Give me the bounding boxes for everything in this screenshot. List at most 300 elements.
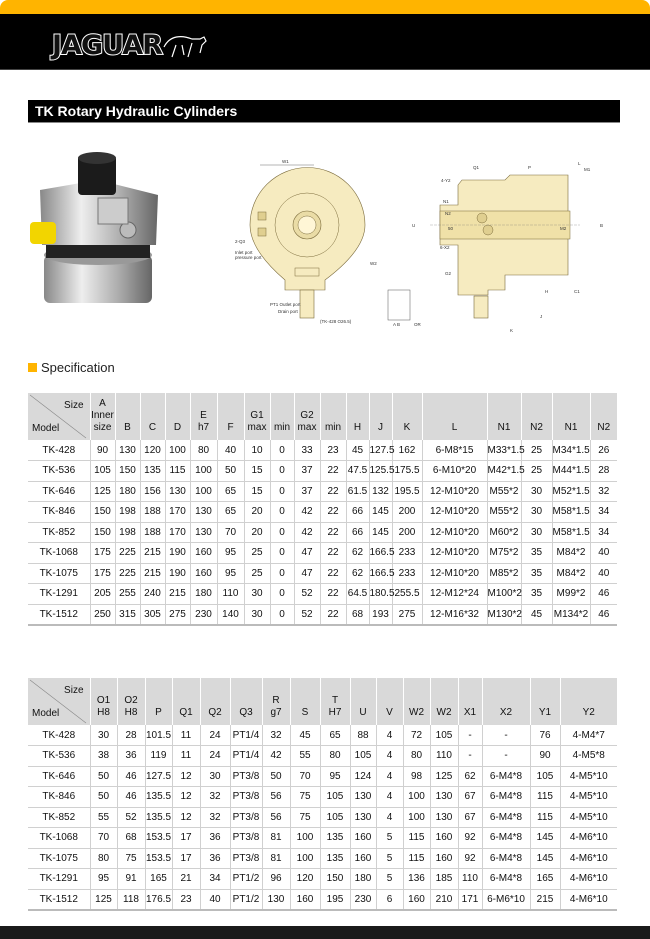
- value-cell: 32: [200, 807, 230, 828]
- column-header-text: Y1: [538, 707, 552, 718]
- value-cell: 34: [200, 869, 230, 890]
- value-cell: 166.5: [369, 563, 392, 584]
- value-cell: 160: [430, 848, 458, 869]
- value-cell: 150: [115, 461, 140, 482]
- column-header-text: O2: [124, 695, 138, 706]
- corner-model-label: Model: [32, 423, 60, 434]
- value-cell: 145: [530, 828, 560, 849]
- value-cell: 130: [430, 787, 458, 808]
- value-cell: 98: [403, 766, 430, 787]
- table-row: [28, 807, 617, 828]
- label-2-q3: 2-Q3: [235, 239, 246, 244]
- value-cell: 110: [458, 869, 482, 890]
- value-cell: PT3/8: [230, 766, 262, 787]
- value-cell: 230: [190, 604, 217, 625]
- table-row: [28, 461, 617, 482]
- value-cell: 15: [244, 481, 270, 502]
- column-header-text: W2: [436, 707, 452, 718]
- value-cell: 11: [172, 725, 200, 746]
- model-cell: TK-428: [28, 725, 90, 746]
- value-cell: 250: [90, 604, 115, 625]
- side-view-drawing: [400, 150, 620, 340]
- value-cell: -: [458, 725, 482, 746]
- value-cell: 136: [403, 869, 430, 890]
- value-cell: M85*2: [487, 563, 521, 584]
- value-cell: 23: [172, 889, 200, 910]
- value-cell: 4-M6*10: [560, 889, 617, 910]
- label-outlet-port: PT1 Outlet port: [270, 302, 301, 307]
- label-q1: Q1: [473, 165, 480, 170]
- table-row: [28, 563, 617, 584]
- value-cell: 176.5: [145, 889, 172, 910]
- value-cell: 88: [350, 725, 376, 746]
- value-cell: 225: [115, 543, 140, 564]
- value-cell: 45: [521, 604, 552, 625]
- value-cell: PT3/8: [230, 828, 262, 849]
- value-cell: 22: [320, 584, 346, 605]
- top-accent-bar: [0, 0, 650, 15]
- value-cell: 67: [458, 807, 482, 828]
- header-corner-cell: [28, 678, 90, 725]
- value-cell: 76: [530, 725, 560, 746]
- value-cell: 170: [165, 502, 190, 523]
- value-cell: 70: [290, 766, 320, 787]
- column-header: [145, 678, 172, 725]
- value-cell: 124: [350, 766, 376, 787]
- column-header-text: J: [378, 422, 383, 433]
- column-header-text: N1: [564, 422, 578, 433]
- value-cell: 0: [270, 543, 294, 564]
- column-header-text: L: [451, 422, 458, 433]
- label-u: U: [412, 223, 416, 228]
- value-cell: 68: [346, 604, 369, 625]
- value-cell: 5: [376, 848, 403, 869]
- value-cell: 32: [590, 481, 617, 502]
- column-header: [346, 393, 369, 440]
- value-cell: 95: [90, 869, 117, 890]
- value-cell: 30: [90, 725, 117, 746]
- product-photo: [28, 150, 168, 310]
- value-cell: 52: [117, 807, 145, 828]
- value-cell: 130: [262, 889, 290, 910]
- value-cell: 75: [290, 787, 320, 808]
- value-cell: 35: [521, 543, 552, 564]
- value-cell: 22: [320, 563, 346, 584]
- column-header-text: Q3: [239, 707, 253, 718]
- value-cell: 25: [521, 461, 552, 482]
- value-cell: 125.5: [369, 461, 392, 482]
- value-cell: 0: [270, 522, 294, 543]
- value-cell: 80: [90, 848, 117, 869]
- label-b: B: [600, 223, 604, 228]
- model-cell: TK-1068: [28, 828, 90, 849]
- table-row: [28, 766, 617, 787]
- value-cell: 37: [294, 481, 320, 502]
- value-cell: 195.5: [392, 481, 422, 502]
- value-cell: 96: [262, 869, 290, 890]
- column-header: [422, 393, 487, 440]
- value-cell: 40: [200, 889, 230, 910]
- value-cell: 4-M6*10: [560, 848, 617, 869]
- value-cell: 150: [90, 522, 115, 543]
- label-m1: M1: [584, 167, 591, 172]
- column-header: [482, 678, 530, 725]
- value-cell: 40: [217, 440, 244, 461]
- value-cell: PT3/8: [230, 787, 262, 808]
- value-cell: 6-M4*8: [482, 787, 530, 808]
- column-header-text: min: [324, 422, 342, 433]
- value-cell: 0: [270, 440, 294, 461]
- bullet-square-icon: [28, 363, 37, 372]
- value-cell: 110: [430, 746, 458, 767]
- value-cell: 6-M6*10: [482, 889, 530, 910]
- value-cell: 5: [376, 869, 403, 890]
- value-cell: 24: [200, 725, 230, 746]
- value-cell: 6-M4*8: [482, 848, 530, 869]
- column-header-text: X1: [463, 707, 477, 718]
- value-cell: 105: [430, 725, 458, 746]
- column-header: [487, 393, 521, 440]
- column-header: [350, 678, 376, 725]
- value-cell: 130: [350, 787, 376, 808]
- value-cell: 193: [369, 604, 392, 625]
- value-cell: 125: [430, 766, 458, 787]
- column-header: [230, 678, 262, 725]
- value-cell: 4: [376, 746, 403, 767]
- value-cell: 180: [350, 869, 376, 890]
- value-cell: M34*1.5: [552, 440, 590, 461]
- value-cell: 171: [458, 889, 482, 910]
- value-cell: 101.5: [145, 725, 172, 746]
- value-cell: 12-M16*32: [422, 604, 487, 625]
- value-cell: 30: [200, 766, 230, 787]
- model-cell: TK-646: [28, 766, 90, 787]
- value-cell: 12-M10*20: [422, 481, 487, 502]
- section-title: Specification: [41, 360, 115, 375]
- value-cell: 130: [190, 522, 217, 543]
- value-cell: 37: [294, 461, 320, 482]
- value-cell: 210: [430, 889, 458, 910]
- value-cell: M52*1.5: [552, 481, 590, 502]
- value-cell: 160: [350, 828, 376, 849]
- value-cell: 50: [217, 461, 244, 482]
- value-cell: 162: [392, 440, 422, 461]
- value-cell: 40: [590, 543, 617, 564]
- model-cell: TK-1075: [28, 848, 90, 869]
- value-cell: 34: [590, 502, 617, 523]
- column-header: [458, 678, 482, 725]
- value-cell: 100: [403, 807, 430, 828]
- value-cell: 20: [244, 502, 270, 523]
- value-cell: 115: [530, 787, 560, 808]
- value-cell: 4: [376, 766, 403, 787]
- value-cell: 66: [346, 522, 369, 543]
- value-cell: 68: [117, 828, 145, 849]
- value-cell: 67: [458, 787, 482, 808]
- value-cell: 36: [117, 746, 145, 767]
- value-cell: 23: [320, 440, 346, 461]
- value-cell: 4-M5*10: [560, 807, 617, 828]
- value-cell: 12-M10*20: [422, 522, 487, 543]
- value-cell: 50: [90, 787, 117, 808]
- label-m2: M2: [560, 226, 567, 231]
- value-cell: 22: [320, 543, 346, 564]
- value-cell: 30: [521, 481, 552, 502]
- value-cell: 110: [217, 584, 244, 605]
- value-cell: 188: [140, 502, 165, 523]
- value-cell: 95: [217, 563, 244, 584]
- corner-size-label: Size: [64, 400, 84, 411]
- value-cell: 160: [403, 889, 430, 910]
- value-cell: 17: [172, 848, 200, 869]
- column-header: [117, 678, 145, 725]
- column-header: [403, 678, 430, 725]
- column-header-text: K: [403, 422, 411, 433]
- value-cell: 42: [294, 522, 320, 543]
- value-cell: 12: [172, 766, 200, 787]
- column-header-text: U: [359, 707, 367, 718]
- value-cell: 6-M4*8: [482, 807, 530, 828]
- value-cell: 45: [346, 440, 369, 461]
- value-cell: 12: [172, 787, 200, 808]
- value-cell: 160: [190, 563, 217, 584]
- column-header-text: R: [272, 695, 280, 706]
- label-inlet-port: Inlet port: [235, 250, 253, 255]
- value-cell: 4-M5*10: [560, 787, 617, 808]
- value-cell: 30: [521, 502, 552, 523]
- label-pressure-port: pressure port: [235, 255, 262, 260]
- column-header-text: G1: [250, 410, 264, 421]
- value-cell: 195: [320, 889, 350, 910]
- table-row: [28, 584, 617, 605]
- label-h: H: [545, 289, 549, 294]
- column-header-text: G2: [300, 410, 314, 421]
- value-cell: 4: [376, 725, 403, 746]
- column-header: [294, 393, 320, 440]
- value-cell: 127.5: [145, 766, 172, 787]
- value-cell: M100*2: [487, 584, 521, 605]
- value-cell: 125: [90, 481, 115, 502]
- column-header-text: H8: [124, 707, 138, 718]
- value-cell: 100: [290, 828, 320, 849]
- value-cell: 95: [320, 766, 350, 787]
- value-cell: 190: [165, 563, 190, 584]
- value-cell: 35: [521, 584, 552, 605]
- value-cell: 153.5: [145, 848, 172, 869]
- value-cell: 115: [530, 807, 560, 828]
- value-cell: 185: [430, 869, 458, 890]
- value-cell: 4-M5*10: [560, 766, 617, 787]
- table-row: [28, 828, 617, 849]
- value-cell: 115: [165, 461, 190, 482]
- value-cell: 10: [244, 440, 270, 461]
- value-cell: 12-M10*20: [422, 563, 487, 584]
- footer-bar: [0, 926, 650, 939]
- value-cell: M99*2: [552, 584, 590, 605]
- value-cell: 81: [262, 828, 290, 849]
- label-drain-port: Drain port: [278, 309, 298, 314]
- value-cell: 12-M10*20: [422, 502, 487, 523]
- value-cell: 80: [320, 746, 350, 767]
- model-cell: TK-852: [28, 807, 90, 828]
- value-cell: 100: [165, 440, 190, 461]
- table-row: [28, 604, 617, 625]
- value-cell: 0: [270, 584, 294, 605]
- value-cell: 165: [530, 869, 560, 890]
- column-header: [90, 393, 115, 440]
- value-cell: 200: [392, 502, 422, 523]
- value-cell: 24: [200, 746, 230, 767]
- value-cell: 65: [320, 725, 350, 746]
- model-cell: TK-1291: [28, 584, 90, 605]
- value-cell: 119: [145, 746, 172, 767]
- value-cell: 30: [244, 584, 270, 605]
- model-cell: TK-428: [28, 440, 90, 461]
- value-cell: 233: [392, 563, 422, 584]
- value-cell: 61.5: [346, 481, 369, 502]
- value-cell: 92: [458, 848, 482, 869]
- value-cell: 145: [530, 848, 560, 869]
- model-cell: TK-1075: [28, 563, 90, 584]
- value-cell: 40: [590, 563, 617, 584]
- value-cell: 0: [270, 502, 294, 523]
- value-cell: 115: [403, 848, 430, 869]
- value-cell: M60*2: [487, 522, 521, 543]
- column-header: [165, 393, 190, 440]
- value-cell: 100: [190, 481, 217, 502]
- value-cell: PT1/4: [230, 746, 262, 767]
- value-cell: 42: [294, 502, 320, 523]
- value-cell: 17: [172, 828, 200, 849]
- value-cell: M44*1.5: [552, 461, 590, 482]
- table-row: [28, 889, 617, 910]
- value-cell: 65: [217, 502, 244, 523]
- value-cell: 72: [403, 725, 430, 746]
- value-cell: 205: [90, 584, 115, 605]
- table-row: [28, 502, 617, 523]
- column-header: [320, 678, 350, 725]
- logo-text: JAGUAR: [52, 30, 162, 61]
- value-cell: 153.5: [145, 828, 172, 849]
- value-cell: -: [482, 746, 530, 767]
- value-cell: 80: [190, 440, 217, 461]
- value-cell: M33*1.5: [487, 440, 521, 461]
- column-header-text: H8: [97, 707, 110, 718]
- value-cell: 50: [262, 766, 290, 787]
- value-cell: 0: [270, 461, 294, 482]
- label-k: K: [510, 328, 514, 333]
- jaguar-cat-icon: [162, 31, 210, 61]
- value-cell: M84*2: [552, 543, 590, 564]
- value-cell: M84*2: [552, 563, 590, 584]
- value-cell: PT3/8: [230, 807, 262, 828]
- value-cell: 160: [190, 543, 217, 564]
- value-cell: 165: [145, 869, 172, 890]
- column-header: [244, 393, 270, 440]
- column-header-text: S: [301, 707, 309, 718]
- column-header: [290, 678, 320, 725]
- value-cell: 127.5: [369, 440, 392, 461]
- value-cell: 135.5: [145, 787, 172, 808]
- label-g2: G2: [445, 271, 452, 276]
- value-cell: 105: [530, 766, 560, 787]
- model-cell: TK-1512: [28, 889, 90, 910]
- value-cell: 140: [217, 604, 244, 625]
- value-cell: 6-M4*8: [482, 828, 530, 849]
- value-cell: 135: [320, 828, 350, 849]
- value-cell: 95: [217, 543, 244, 564]
- value-cell: M42*1.5: [487, 461, 521, 482]
- column-header-text: Q1: [179, 707, 193, 718]
- value-cell: 275: [392, 604, 422, 625]
- column-header: [115, 393, 140, 440]
- value-cell: 130: [350, 807, 376, 828]
- column-header-text: N1: [497, 422, 511, 433]
- value-cell: 47: [294, 563, 320, 584]
- label-n2: N2: [445, 211, 451, 216]
- value-cell: 35: [521, 563, 552, 584]
- column-header: [521, 393, 552, 440]
- value-cell: 12-M12*24: [422, 584, 487, 605]
- value-cell: 100: [190, 461, 217, 482]
- value-cell: M75*2: [487, 543, 521, 564]
- value-cell: 25: [244, 543, 270, 564]
- value-cell: 46: [117, 787, 145, 808]
- value-cell: 62: [346, 563, 369, 584]
- column-header: [140, 393, 165, 440]
- value-cell: -: [482, 725, 530, 746]
- corner-size-label: Size: [64, 685, 84, 696]
- table-row: [28, 440, 617, 461]
- value-cell: 150: [90, 502, 115, 523]
- value-cell: 130: [115, 440, 140, 461]
- value-cell: 50: [90, 766, 117, 787]
- value-cell: 215: [165, 584, 190, 605]
- value-cell: 62: [458, 766, 482, 787]
- column-header: [392, 393, 422, 440]
- value-cell: 52: [294, 604, 320, 625]
- value-cell: 25: [521, 440, 552, 461]
- value-cell: 118: [117, 889, 145, 910]
- model-cell: TK-646: [28, 481, 90, 502]
- value-cell: 20: [244, 522, 270, 543]
- value-cell: 4-M4*7: [560, 725, 617, 746]
- label-c1: C1: [574, 289, 580, 294]
- column-header-text: C: [148, 422, 157, 433]
- value-cell: 240: [140, 584, 165, 605]
- value-cell: 175.5: [392, 461, 422, 482]
- value-cell: 135.5: [145, 807, 172, 828]
- value-cell: 215: [530, 889, 560, 910]
- value-cell: 4: [376, 807, 403, 828]
- column-header-text: N2: [530, 422, 543, 433]
- value-cell: M55*2: [487, 481, 521, 502]
- value-cell: 180.5: [369, 584, 392, 605]
- value-cell: 150: [320, 869, 350, 890]
- value-cell: 38: [90, 746, 117, 767]
- column-header: [200, 678, 230, 725]
- value-cell: 81: [262, 848, 290, 869]
- column-header-text: E: [200, 410, 207, 421]
- value-cell: 135: [140, 461, 165, 482]
- model-cell: TK-1291: [28, 869, 90, 890]
- value-cell: 105: [90, 461, 115, 482]
- value-cell: M58*1.5: [552, 502, 590, 523]
- value-cell: PT1/2: [230, 889, 262, 910]
- value-cell: 75: [290, 807, 320, 828]
- column-header: [369, 393, 392, 440]
- value-cell: 190: [165, 543, 190, 564]
